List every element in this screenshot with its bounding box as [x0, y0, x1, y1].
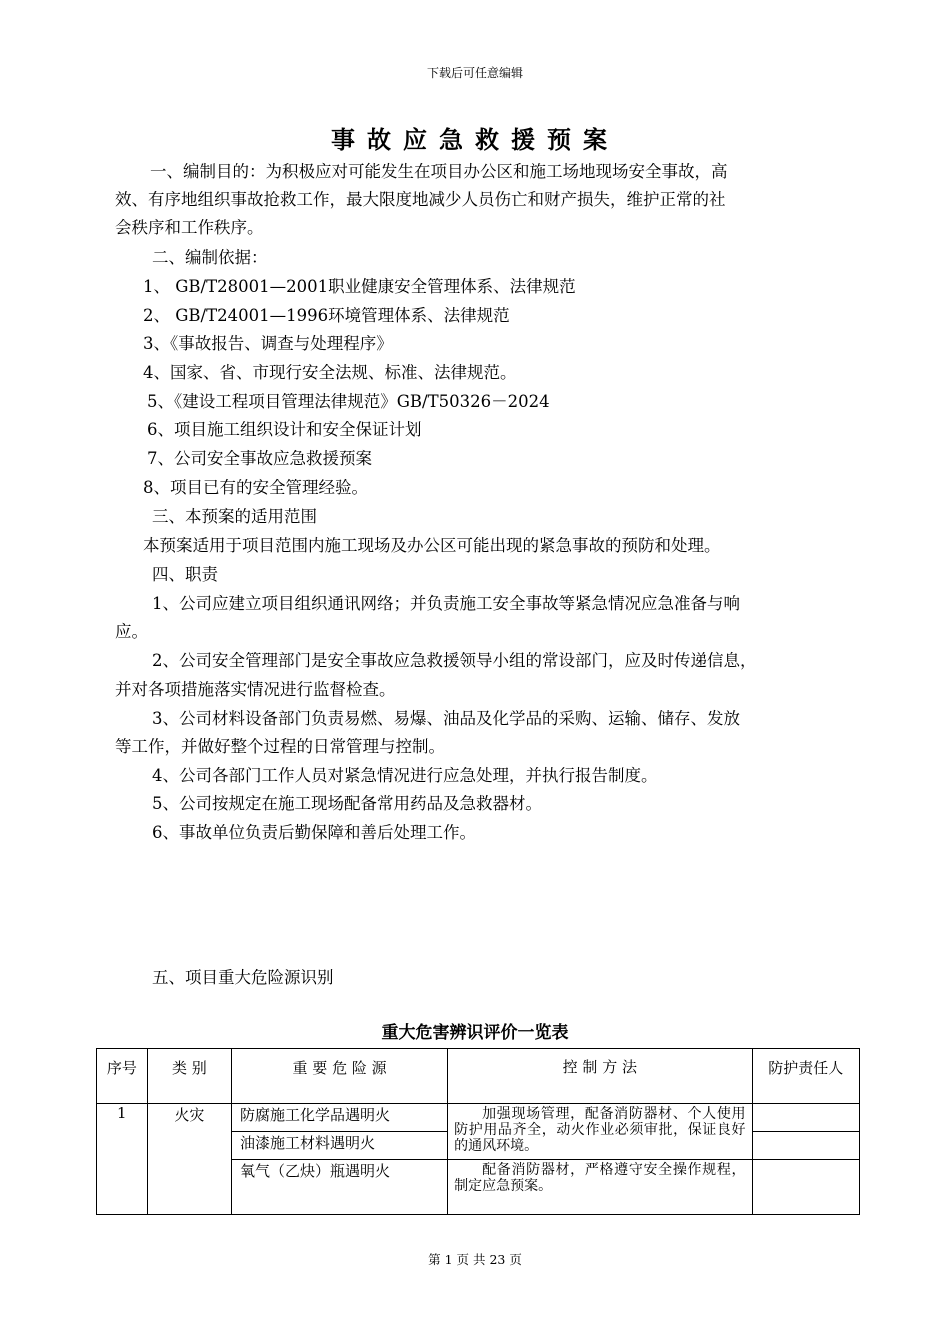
control-text-2: 配备消防器材，严格遵守安全操作规程，制定应急预案。 — [454, 1162, 746, 1194]
basis-item-1: 1、 GB/T28001—2001职业健康安全管理体系、法律规范 — [143, 277, 576, 296]
cell-responsible-1 — [752, 1104, 860, 1132]
document-title: 事故应急救援预案 — [331, 125, 619, 154]
table-title: 重大危害辨识评价一览表 — [381, 1023, 569, 1043]
header-control: 控 制 方 法 — [448, 1049, 752, 1104]
cell-category: 火灾 — [147, 1104, 231, 1215]
page-footer: 第 1 页 共 23 页 — [428, 1252, 522, 1267]
duty-1-line-2: 应。 — [115, 622, 148, 641]
control-text-1: 加强现场管理，配备消防器材、个人使用防护用品齐全，动火作业必须审批，保证良好的通风环境。 — [454, 1106, 746, 1154]
header-idx: 序号 — [97, 1049, 148, 1104]
cell-source-3: 氧气（乙炔）瓶遇明火 — [232, 1160, 448, 1215]
section-basis-heading: 二、编制依据： — [152, 248, 268, 267]
duty-4: 4、公司各部门工作人员对紧急情况进行应急处理，并执行报告制度。 — [152, 766, 658, 785]
section-scope-heading: 三、本预案的适用范围 — [152, 507, 317, 526]
duty-5: 5、公司按规定在施工现场配备常用药品及急救器材。 — [152, 794, 542, 813]
basis-item-7: 7、公司安全事故应急救援预案 — [147, 449, 372, 468]
header-category: 类 别 — [147, 1049, 231, 1104]
duty-1-line-1: 1、公司应建立项目组织通讯网络；并负责施工安全事故等紧急情况应急准备与响 — [152, 594, 740, 613]
table-header-row — [97, 1049, 860, 1104]
basis-item-8: 8、项目已有的安全管理经验。 — [143, 478, 368, 497]
table-row — [97, 1104, 860, 1132]
cell-responsible-2 — [752, 1132, 860, 1160]
cell-control-1 — [448, 1104, 752, 1160]
basis-item-6: 6、项目施工组织设计和安全保证计划 — [147, 420, 422, 439]
basis-item-4: 4、国家、省、市现行安全法规、标准、法律规范。 — [143, 363, 517, 382]
duty-3-line-2: 等工作，并做好整个过程的日常管理与控制。 — [115, 737, 445, 756]
purpose-line-3: 会秩序和工作秩序。 — [115, 218, 264, 237]
cell-source-1: 防腐施工化学品遇明火 — [232, 1104, 448, 1132]
duty-2-line-1: 2、公司安全管理部门是安全事故应急救援领导小组的常设部门，应及时传递信息， — [152, 651, 757, 670]
purpose-line-1: 一、编制目的：为积极应对可能发生在项目办公区和施工场地现场安全事故，高 — [150, 162, 728, 181]
basis-item-2: 2、 GB/T24001—1996环境管理体系、法律规范 — [143, 306, 510, 325]
duty-6: 6、事故单位负责后勤保障和善后处理工作。 — [152, 823, 476, 842]
hazard-table — [96, 1048, 860, 1215]
scope-text: 本预案适用于项目范围内施工现场及办公区可能出现的紧急事故的预防和处理。 — [143, 536, 721, 555]
basis-item-3: 3、《事故报告、调查与处理程序》 — [143, 334, 393, 353]
page-header-note: 下载后可任意编辑 — [426, 66, 523, 80]
section-hazard-heading: 五、项目重大危险源识别 — [152, 968, 334, 987]
duty-3-line-1: 3、公司材料设备部门负责易燃、易爆、油品及化学品的采购、运输、储存、发放 — [152, 709, 740, 728]
header-responsible: 防护责任人 — [752, 1049, 860, 1104]
duty-2-line-2: 并对各项措施落实情况进行监督检查。 — [115, 680, 396, 699]
cell-source-2: 油漆施工材料遇明火 — [232, 1132, 448, 1160]
basis-item-5: 5、《建设工程项目管理法律规范》GB/T50326－2024 — [147, 392, 550, 411]
purpose-line-2: 效、有序地组织事故抢救工作，最大限度地减少人员伤亡和财产损失，维护正常的社 — [115, 190, 726, 209]
cell-idx: 1 — [97, 1104, 148, 1215]
cell-control-2 — [448, 1160, 752, 1215]
header-source: 重 要 危 险 源 — [232, 1049, 448, 1104]
cell-responsible-3 — [752, 1160, 860, 1215]
section-duties-heading: 四、职责 — [152, 565, 218, 584]
